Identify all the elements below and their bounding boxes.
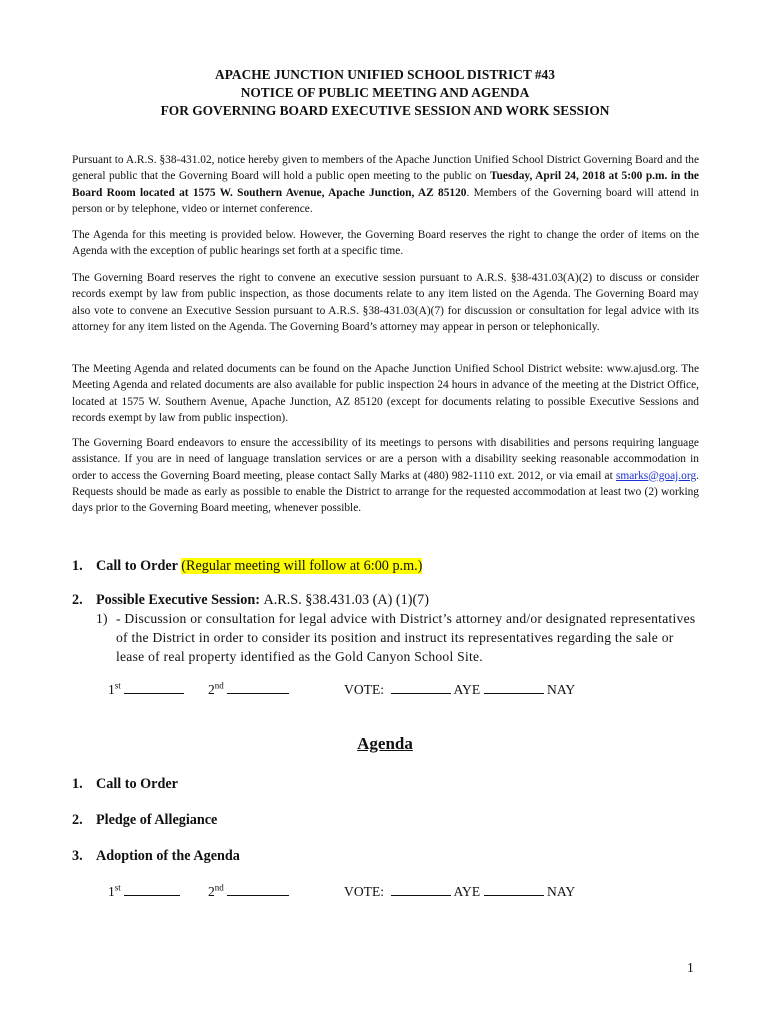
item-number: 3. — [72, 848, 83, 864]
second-blank[interactable] — [227, 882, 289, 896]
aye-label: AYE — [453, 682, 481, 697]
vote-label: VOTE: — [344, 682, 385, 697]
first-motion — [108, 680, 184, 698]
aye-label: AYE — [453, 884, 481, 899]
subitem-text: - Discussion or consultation for legal advice with District’s attorney and/or designated representatives of the District in order to consider its position and instruct its representatives regarding the sale or lease of real property identified as the Gold Canyon School Site. — [116, 611, 696, 664]
item-label: Adoption of the Agenda — [96, 848, 240, 864]
meeting-datetime-location: Tuesday, April 24, 2018 at 5:00 p.m. in the Board Room located at 1575 W. Southern Avenue, Apache Junction, AZ 85120 — [72, 170, 699, 199]
item-label: Call to Order — [96, 558, 178, 574]
aye-blank[interactable] — [391, 882, 451, 896]
first-label: 1 — [108, 682, 115, 697]
nay-blank[interactable] — [484, 882, 544, 896]
statute-reference: A.R.S. §38.431.03 (A) (1)(7) — [263, 592, 430, 608]
executive-subitem — [96, 609, 696, 666]
item-number: 1. — [72, 558, 83, 574]
page-number: 1 — [687, 960, 694, 975]
first-sup: st — [114, 882, 121, 893]
first-blank[interactable] — [124, 882, 180, 896]
exec-item-call-to-order — [72, 558, 422, 575]
header-session: FOR GOVERNING BOARD EXECUTIVE SESSION AND WORK SESSION — [160, 103, 610, 118]
second-sup: nd — [214, 882, 224, 893]
vote-line — [344, 680, 575, 698]
item-number: 2. — [72, 812, 83, 828]
subitem-number: 1) — [96, 611, 108, 626]
second-sup: nd — [214, 680, 224, 691]
item-label: Pledge of Allegiance — [96, 812, 218, 828]
paragraph-documents: The Meeting Agenda and related documents can be found on the Apache Junction Unified School District website: www.ajusd.org. The Meeting Agenda and related documents are also available for public inspection 24 hours in advance of the meeting at the District Office, located at 1575 W. Southern Avenue, Apache Junction, AZ 85120 (except for documents relating to possible Executive Sessions and records exempt by law from public inspection). — [72, 363, 699, 424]
agenda-item-call-to-order — [72, 776, 178, 793]
header-district: APACHE JUNCTION UNIFIED SCHOOL DISTRICT #43 — [215, 67, 555, 82]
agenda-item-pledge — [72, 812, 217, 829]
item-number: 1. — [72, 776, 83, 792]
first-label: 1 — [108, 884, 115, 899]
first-motion-2 — [108, 882, 180, 900]
paragraph-notice-text-end: . Members of the Governing board will attend in person or by telephone, video or internet conference. — [72, 186, 700, 215]
second-label: 2 — [208, 884, 215, 899]
second-motion-2 — [208, 882, 289, 900]
second-label: 2 — [208, 682, 215, 697]
paragraph-accessibility-text-end: . Requests should be made as early as possible to enable the District to arrange for the requested accommodation at least two (2) working days prior to the Governing Board meeting, whenever possible. — [72, 469, 699, 515]
agenda-item-adoption — [72, 848, 240, 865]
item-number: 2. — [72, 592, 83, 608]
paragraph-accessibility — [72, 435, 699, 516]
first-sup: st — [114, 680, 121, 691]
vote-label: VOTE: — [344, 884, 385, 899]
header-notice: NOTICE OF PUBLIC MEETING AND AGENDA — [240, 85, 530, 100]
paragraph-agenda-order: The Agenda for this meeting is provided below. However, the Governing Board reserves the right to change the order of items on the Agenda with the exception of public hearings set forth at a specific time. — [72, 229, 699, 258]
highlighted-note: (Regular meeting will follow at 6:00 p.m.) — [181, 558, 423, 574]
agenda-title: Agenda — [357, 734, 413, 753]
paragraph-accessibility-text: The Governing Board endeavors to ensure the accessibility of its meetings to persons with disabilities and persons requiring language assistance. If you are in need of language translation services or are a person with a disability seeking reasonable accommodation in order to access the Governing Board meeting, please contact Sally Marks at (480) 982-1110 ext. 2012, or via email at — [72, 437, 699, 482]
paragraph-notice-text: Pursuant to A.R.S. §38-431.02, notice hereby given to members of the Apache Junction Unified School District Governing Board and the general public that the Governing Board will hold a public open meeting to the public on — [72, 154, 699, 183]
exec-item-executive-session — [72, 592, 429, 609]
second-blank[interactable] — [227, 680, 289, 694]
first-blank[interactable] — [124, 680, 184, 694]
nay-label: NAY — [547, 884, 576, 899]
paragraph-executive-session: The Governing Board reserves the right to convene an executive session pursuant to A.R.S. §38-431.03(A)(2) to discuss or consider records exempt by law from public inspection, as those documents relate to any item listed on the Agenda. The Governing Board may also vote to convene an Executive Session pursuant to A.R.S. §38-431.03(A)(7) for discussion or consultation for legal advice with its attorney for any item listed on the Agenda. The Governing Board’s attorney may appear in person or telephonically. — [72, 272, 699, 333]
item-label: Call to Order — [96, 776, 178, 792]
second-motion — [208, 680, 289, 698]
vote-line-2 — [344, 882, 575, 900]
item-label: Possible Executive Session: — [96, 592, 260, 608]
email-link[interactable]: smarks@goaj.org — [615, 469, 697, 482]
nay-label: NAY — [547, 682, 576, 697]
aye-blank[interactable] — [391, 680, 451, 694]
nay-blank[interactable] — [484, 680, 544, 694]
paragraph-notice — [72, 152, 699, 217]
